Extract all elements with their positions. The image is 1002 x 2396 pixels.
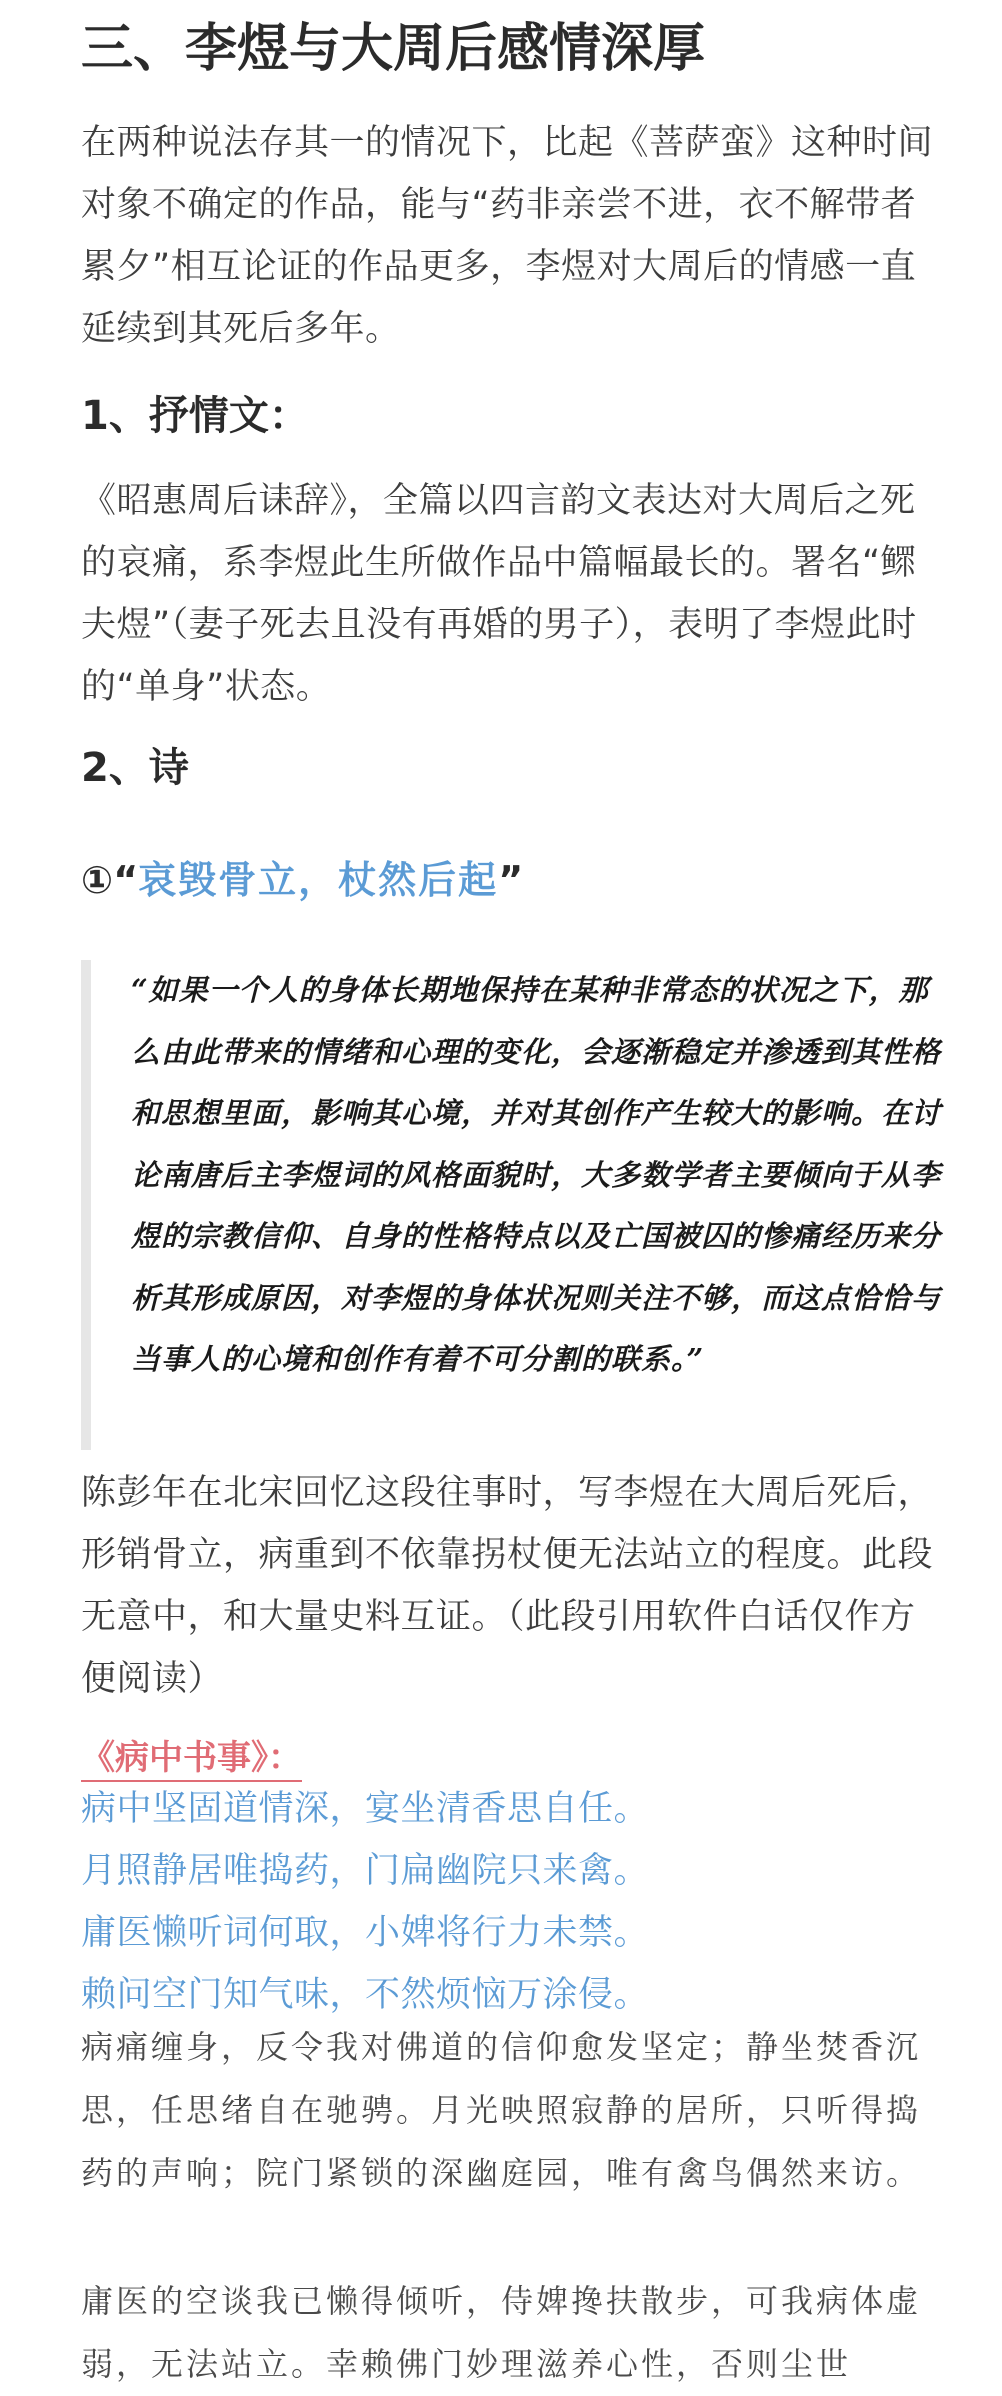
subheading-open-quote: “ (113, 858, 139, 902)
part1-heading: 1、抒情文： (81, 393, 309, 439)
intro-paragraph: 在两种说法存其一的情况下，比起《菩萨蛮》这种时间对象不确定的作品，能与“药非亲尝不进，衣不解带者累夕”相互论证的作品更多，李煜对大周后的情感一直延续到其死后多年。 (81, 123, 934, 349)
translation-paragraph-2: 庸医的空谈我已懒得倾听，侍婢搀扶散步，可我病体虚弱，无法站立。幸赖佛门妙理滋养心性，否则尘世 (81, 2282, 922, 2383)
poem-title-text: 《病中书事》： (81, 1738, 302, 1782)
poem-line-1: 病中坚固道情深，宴坐清香思自任。 (81, 1789, 650, 1829)
poem-line-4: 赖问空门知气味，不然烦恼万涂侵。 (81, 1975, 650, 2015)
scholar-quote-text: “如果一个人的身体长期地保持在某种非常态的状况之下，那么由此带来的情绪和心理的变化，会逐渐稳定并渗透到其性格和思想里面，影响其心境，并对其创作产生较大的影响。在讨论南唐后主李煜词的风格面貌时，大多数学者主要倾向于从李煜的宗教信仰、自身的性格特点以及亡国被囚的惨痛经历来分析其形成原因，对李煜的身体状况则关注不够，而这点恰恰与当事人的心境和创作有着不可分割的联系。” (131, 973, 942, 1376)
explanation-paragraph: 陈彭年在北宋回忆这段往事时，写李煜在大周后死后，形销骨立，病重到不依靠拐杖便无法站立的程度。此段无意中，和大量史料互证。（此段引用软件白话仅作方便阅读） (81, 1473, 934, 1699)
quote-left-bar (81, 960, 91, 1450)
scholar-quote-block (81, 960, 943, 1450)
subheading-title: 哀毁骨立，杖然后起 (138, 857, 499, 902)
poem-body (81, 1778, 941, 2026)
subheading-close-quote: ” (498, 858, 524, 902)
poem-line-3: 庸医懒听词何取，小婢将行力未禁。 (81, 1913, 650, 1953)
poem-line-2: 月照静居唯捣药，门扁幽院只来禽。 (81, 1851, 650, 1891)
part1-body: 《昭惠周后诔辞》，全篇以四言韵文表达对大周后之死的哀痛，系李煜此生所做作品中篇幅最长的。署名“鳏夫煜”（妻子死去且没有再婚的男子），表明了李煜此时的“单身”状态。 (81, 481, 917, 707)
part2-heading: 2、诗 (81, 745, 189, 791)
poem-subheading (81, 850, 941, 910)
translation-paragraph-1: 病痛缠身，反令我对佛道的信仰愈发坚定；静坐焚香沉思，任思绪自在驰骋。月光映照寂静的居所，只听得捣药的声响；院门紧锁的深幽庭园，唯有禽鸟偶然来访。 (81, 2028, 922, 2192)
poem-title (81, 1733, 941, 1783)
circled-number-marker: ① (81, 858, 114, 902)
section-title: 三、李煜与大周后感情深厚 (81, 19, 706, 79)
